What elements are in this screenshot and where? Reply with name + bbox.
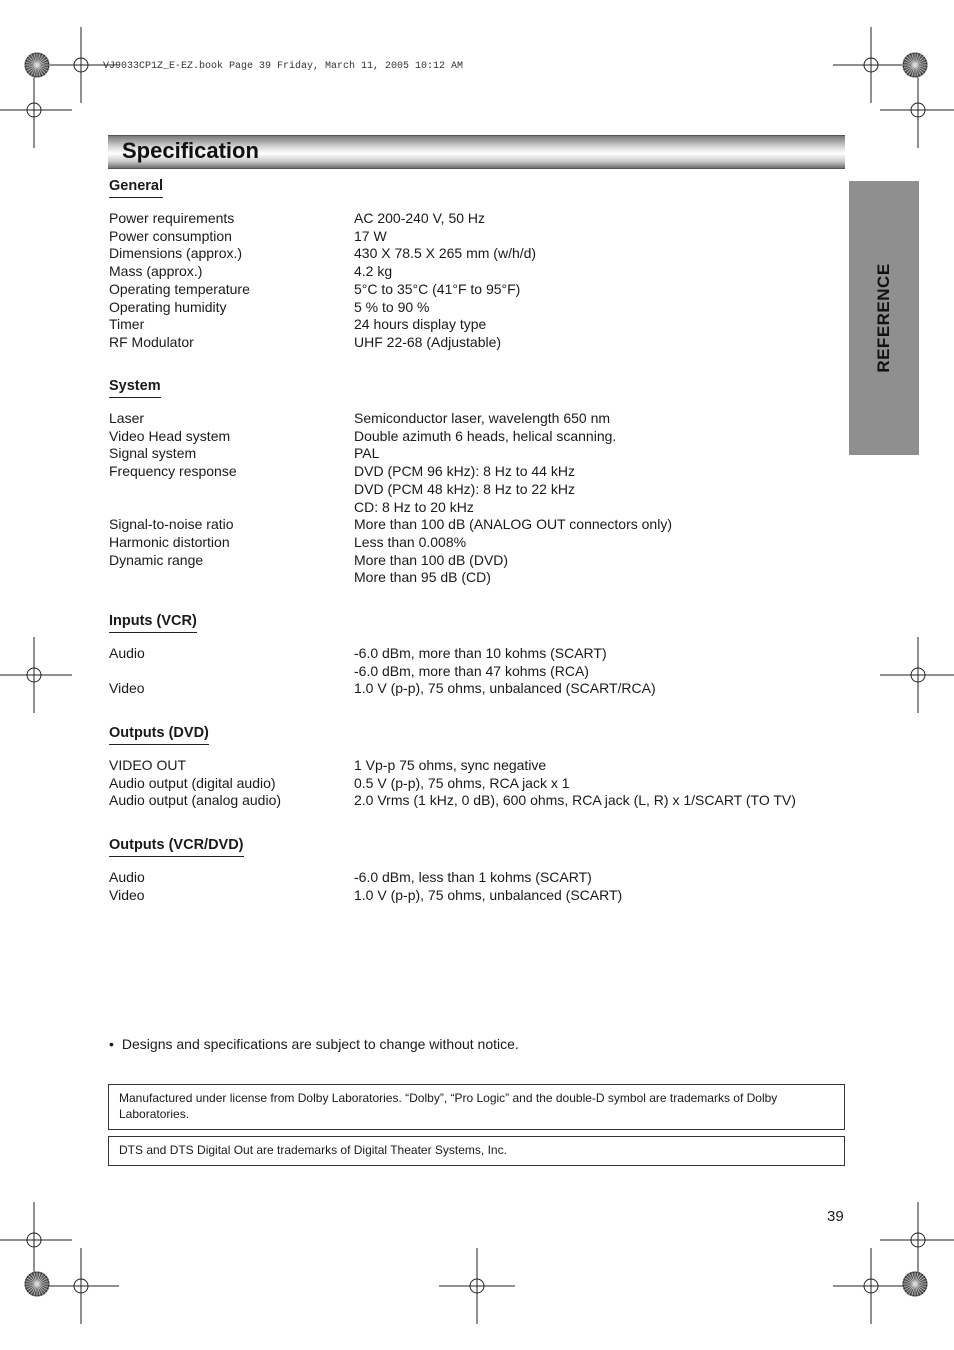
spec-label: Video Head system: [109, 427, 231, 444]
spec-label: VIDEO OUT: [109, 757, 187, 773]
section-system: [109, 377, 839, 587]
spec-row: [109, 663, 839, 681]
spec-label: Laser: [109, 410, 145, 426]
spec-row: [109, 499, 839, 517]
spec-value: -6.0 dBm, less than 1 kohms (SCART): [354, 869, 592, 885]
spec-label: Power requirements: [109, 210, 235, 226]
spec-row: [109, 516, 839, 534]
crosshair-lines: [880, 637, 954, 713]
spec-rows: [109, 869, 839, 904]
spec-row: [109, 481, 839, 499]
spec-value: 430 X 78.5 X 265 mm (w/h/d): [354, 245, 537, 262]
spec-row: [109, 245, 839, 263]
page-number: 39: [827, 1208, 844, 1225]
spec-row: [109, 445, 839, 463]
spec-value: AC 200-240 V, 50 Hz: [354, 210, 486, 226]
crosshair-lines: [833, 27, 909, 103]
side-tab-label: REFERENCE: [874, 263, 893, 373]
spec-row: [109, 775, 839, 793]
dts-notice-box: [108, 1136, 845, 1166]
spec-rows: [109, 645, 839, 698]
spec-row: [109, 792, 839, 810]
section-outputs-vcr-dvd: [109, 836, 839, 904]
spec-label: Operating humidity: [109, 298, 227, 315]
dolby-notice-text: Manufactured under license from Dolby Laboratories. “Dolby”, “Pro Logic” and the double-D symbol are trademarks of Dolby Laboratories.: [119, 1091, 778, 1121]
spec-row: [109, 281, 839, 299]
title-bar: [108, 135, 845, 169]
spec-value: More than 100 dB (DVD): [354, 551, 509, 568]
spec-value: 0.5 V (p-p), 75 ohms, RCA jack x 1: [354, 774, 570, 791]
crosshair-lines: [0, 1202, 72, 1278]
spec-label: [109, 663, 354, 681]
dts-notice-text: DTS and DTS Digital Out are trademarks of Digital Theater Systems, Inc.: [119, 1143, 507, 1157]
spec-row: [109, 869, 839, 887]
spec-row: [109, 263, 839, 281]
crosshair-lines: [0, 72, 72, 148]
spec-value: Semiconductor laser, wavelength 650 nm: [354, 410, 611, 426]
section-general: [109, 177, 839, 352]
spec-value: 5°C to 35°C (41°F to 95°F): [354, 280, 521, 297]
spec-value: Less than 0.008%: [354, 533, 467, 550]
spec-label: [109, 499, 354, 517]
spec-row: [109, 463, 839, 481]
change-notice: [109, 1036, 519, 1052]
spec-value: -6.0 dBm, more than 47 kohms (RCA): [354, 662, 589, 679]
spec-value: 17 W: [354, 227, 387, 244]
section-heading: Outputs (VCR/DVD): [109, 837, 244, 857]
spec-row: [109, 334, 839, 352]
spec-row: [109, 680, 839, 698]
spec-label: Operating temperature: [109, 280, 250, 297]
spec-row: [109, 316, 839, 334]
spec-value: DVD (PCM 96 kHz): 8 Hz to 44 kHz: [354, 463, 575, 480]
spec-label: [109, 569, 354, 587]
spec-label: Dynamic range: [109, 551, 204, 568]
section-heading: General: [109, 178, 163, 198]
spec-value: 1 Vp-p 75 ohms, sync negative: [354, 757, 547, 773]
spec-label: Frequency response: [109, 463, 237, 480]
spec-value: DVD (PCM 48 kHz): 8 Hz to 22 kHz: [354, 480, 575, 497]
spec-label: Audio: [109, 645, 145, 661]
spec-row: [109, 645, 839, 663]
spec-value: 1.0 V (p-p), 75 ohms, unbalanced (SCART/RCA): [354, 680, 656, 697]
spec-row: [109, 552, 839, 570]
spec-row: [109, 299, 839, 317]
section-outputs-dvd: [109, 724, 839, 810]
spec-label: Power consumption: [109, 227, 232, 244]
spec-value: More than 95 dB (CD): [354, 569, 491, 586]
spec-rows: [109, 757, 839, 810]
crosshair-lines: [880, 1202, 954, 1278]
spec-label: Timer: [109, 316, 145, 333]
spec-value: 1.0 V (p-p), 75 ohms, unbalanced (SCART): [354, 886, 623, 903]
spec-value: PAL: [354, 445, 380, 462]
file-header-line: VJ9033CP1Z_E-EZ.book Page 39 Friday, March 11, 2005 10:12 AM: [103, 61, 464, 72]
spec-row: [109, 228, 839, 246]
change-notice-text: Designs and specifications are subject to change without notice.: [121, 1036, 519, 1052]
spec-label: Audio output (analog audio): [109, 792, 282, 809]
side-tab-reference: [849, 181, 919, 455]
crosshair-lines: [880, 72, 954, 148]
spec-value: UHF 22-68 (Adjustable): [354, 333, 502, 350]
spec-label: Video: [109, 886, 145, 903]
spec-label: Audio output (digital audio): [109, 774, 276, 791]
spec-value: Double azimuth 6 heads, helical scanning.: [354, 427, 617, 444]
spec-row: [109, 210, 839, 228]
spec-row: [109, 428, 839, 446]
spec-rows: [109, 410, 839, 587]
crosshair-lines: [43, 1248, 119, 1324]
spec-row: [109, 410, 839, 428]
spec-label: Mass (approx.): [109, 263, 203, 280]
spec-label: Signal system: [109, 445, 197, 462]
spec-value: -6.0 dBm, more than 10 kohms (SCART): [354, 645, 607, 661]
crosshair-lines: [0, 637, 72, 713]
section-inputs-vcr: [109, 612, 839, 698]
spec-value: More than 100 dB (ANALOG OUT connectors only): [354, 516, 672, 533]
spec-value: 5 % to 90 %: [354, 298, 430, 315]
dolby-notice-box: [108, 1084, 845, 1130]
spec-row: [109, 887, 839, 905]
section-heading: System: [109, 378, 161, 398]
spec-value: CD: 8 Hz to 20 kHz: [354, 498, 474, 515]
spec-label: Dimensions (approx.): [109, 245, 243, 262]
spec-row: [109, 569, 839, 587]
bullet: •: [109, 1036, 114, 1052]
section-heading: Inputs (VCR): [109, 613, 197, 633]
section-heading: Outputs (DVD): [109, 725, 209, 745]
spec-value: 24 hours display type: [354, 316, 487, 333]
spec-label: RF Modulator: [109, 333, 194, 350]
page-title: Specification: [122, 138, 259, 163]
spec-label: Harmonic distortion: [109, 533, 230, 550]
spec-value: 4.2 kg: [354, 263, 393, 280]
crosshair-lines: [439, 1248, 515, 1324]
spec-label: Video: [109, 680, 145, 697]
spec-rows: [109, 210, 839, 352]
spec-row: [109, 534, 839, 552]
spec-label: Signal-to-noise ratio: [109, 516, 234, 533]
spec-row: [109, 757, 839, 775]
crosshair-lines: [833, 1248, 909, 1324]
spec-label: Audio: [109, 869, 145, 885]
spec-value: 2.0 Vrms (1 kHz, 0 dB), 600 ohms, RCA jack (L, R) x 1/SCART (TO TV): [354, 792, 796, 809]
spec-label: [109, 481, 354, 499]
